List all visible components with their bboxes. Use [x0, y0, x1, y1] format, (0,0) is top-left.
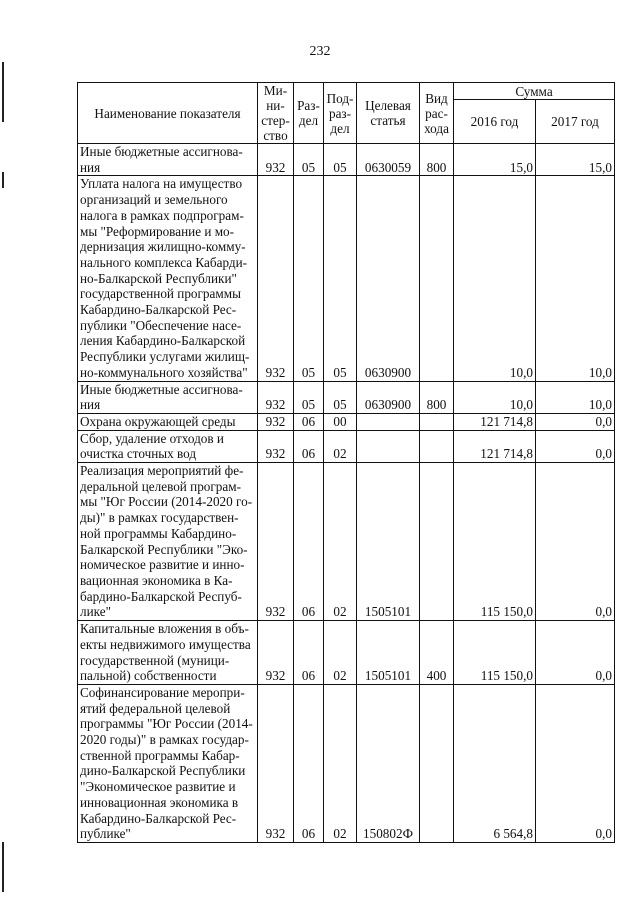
target-cell [357, 413, 420, 430]
header-year-2016: 2016 год [454, 100, 536, 144]
target-cell: 1505101 [357, 621, 420, 685]
subsection-cell: 02 [324, 621, 357, 685]
table-row [78, 430, 615, 462]
header-name: Наименование показателя [78, 83, 258, 144]
section-cell: 05 [294, 176, 324, 381]
section-cell: 05 [294, 144, 324, 176]
row-name-cell: Сбор, удаление отходов и очистка сточных вод [78, 430, 258, 462]
sum-2016-cell: 10,0 [454, 381, 536, 413]
target-cell: 150802Ф [357, 684, 420, 842]
subsection-cell: 05 [324, 176, 357, 381]
table-row [78, 176, 615, 381]
sum-2016-cell: 10,0 [454, 176, 536, 381]
row-name-cell: Иные бюджетные ассигнова- ния [78, 144, 258, 176]
ministry-cell: 932 [258, 684, 294, 842]
sum-2017-cell: 10,0 [536, 176, 615, 381]
sum-2017-cell: 15,0 [536, 144, 615, 176]
ministry-cell: 932 [258, 144, 294, 176]
section-cell: 06 [294, 621, 324, 685]
header-year-2017: 2017 год [536, 100, 615, 144]
row-name-cell: Иные бюджетные ассигнова- ния [78, 381, 258, 413]
section-cell: 06 [294, 413, 324, 430]
subsection-cell: 02 [324, 684, 357, 842]
section-cell: 06 [294, 684, 324, 842]
row-name-cell: Охрана окружающей среды [78, 413, 258, 430]
sum-2017-cell: 0,0 [536, 430, 615, 462]
header-section: Раз- дел [294, 83, 324, 144]
subsection-cell: 05 [324, 144, 357, 176]
expense-type-cell [420, 684, 454, 842]
row-name-cell: Капитальные вложения в объ- екты недвижимого имущества государственной (муници- пальной) собственности [78, 621, 258, 685]
table-body [78, 144, 615, 843]
header-ministry: Ми- ни- стер- ство [258, 83, 294, 144]
header-sum: Сумма [454, 83, 615, 100]
expense-type-cell: 400 [420, 621, 454, 685]
target-cell: 0630059 [357, 144, 420, 176]
expense-type-cell: 800 [420, 381, 454, 413]
ministry-cell: 932 [258, 621, 294, 685]
row-name-cell: Реализация мероприятий фе- деральной целевой програм- мы "Юг России (2014-2020 го- ды)" в рамках государствен- ной программы Кабардино- Балкарской Республики "Эко- номическое развитие и инно- вационная экономика в Ка- бардино-Балкарской Респуб- лике" [78, 463, 258, 621]
table-row [78, 621, 615, 685]
scan-edge-mark [2, 842, 4, 892]
page-number: 232 [309, 44, 331, 59]
sum-2016-cell: 115 150,0 [454, 621, 536, 685]
sum-2016-cell: 121 714,8 [454, 413, 536, 430]
target-cell: 1505101 [357, 463, 420, 621]
target-cell: 0630900 [357, 176, 420, 381]
sum-2016-cell: 15,0 [454, 144, 536, 176]
target-cell: 0630900 [357, 381, 420, 413]
section-cell: 06 [294, 463, 324, 621]
sum-2016-cell: 121 714,8 [454, 430, 536, 462]
sum-2017-cell: 0,0 [536, 621, 615, 685]
scan-edge-mark [2, 172, 4, 188]
table-row [78, 463, 615, 621]
scan-edge-mark [2, 62, 4, 122]
sum-2016-cell: 6 564,8 [454, 684, 536, 842]
budget-table [77, 82, 615, 843]
subsection-cell: 02 [324, 463, 357, 621]
subsection-cell: 05 [324, 381, 357, 413]
row-name-cell: Софинансирование меропри- ятий федеральной целевой программы "Юг России (2014- 2020 годы)" в рамках государ- ственной программы Кабар- дино-Балкарской Республики "Экономическое развитие и инновационная экономика в Кабардино-Балкарской Рес- публике" [78, 684, 258, 842]
table-row [78, 381, 615, 413]
header-target: Целевая статья [357, 83, 420, 144]
table-row [78, 413, 615, 430]
ministry-cell: 932 [258, 381, 294, 413]
sum-2017-cell: 0,0 [536, 684, 615, 842]
expense-type-cell [420, 413, 454, 430]
header-subsection: Под- раз- дел [324, 83, 357, 144]
row-name-cell: Уплата налога на имущество организаций и земельного налога в рамках подпрограм- мы "Реформирование и мо- дернизация жилищно-комму- нального комплекса Кабарди- но-Балкарской Республики" государственной программы Кабардино-Балкарской Рес- публики "Обеспечение насе- ления Кабардино-Балкарской Республики услугами жилищ- но-коммунального хозяйства" [78, 176, 258, 381]
sum-2016-cell: 115 150,0 [454, 463, 536, 621]
table-header [78, 83, 615, 144]
ministry-cell: 932 [258, 430, 294, 462]
table-row [78, 144, 615, 176]
section-cell: 05 [294, 381, 324, 413]
ministry-cell: 932 [258, 413, 294, 430]
expense-type-cell [420, 176, 454, 381]
ministry-cell: 932 [258, 176, 294, 381]
section-cell: 06 [294, 430, 324, 462]
header-expense-type: Вид рас- хода [420, 83, 454, 144]
sum-2017-cell: 0,0 [536, 413, 615, 430]
sum-2017-cell: 0,0 [536, 463, 615, 621]
table-row [78, 684, 615, 842]
sum-2017-cell: 10,0 [536, 381, 615, 413]
expense-type-cell [420, 463, 454, 621]
subsection-cell: 00 [324, 413, 357, 430]
subsection-cell: 02 [324, 430, 357, 462]
ministry-cell: 932 [258, 463, 294, 621]
expense-type-cell [420, 430, 454, 462]
target-cell [357, 430, 420, 462]
expense-type-cell: 800 [420, 144, 454, 176]
